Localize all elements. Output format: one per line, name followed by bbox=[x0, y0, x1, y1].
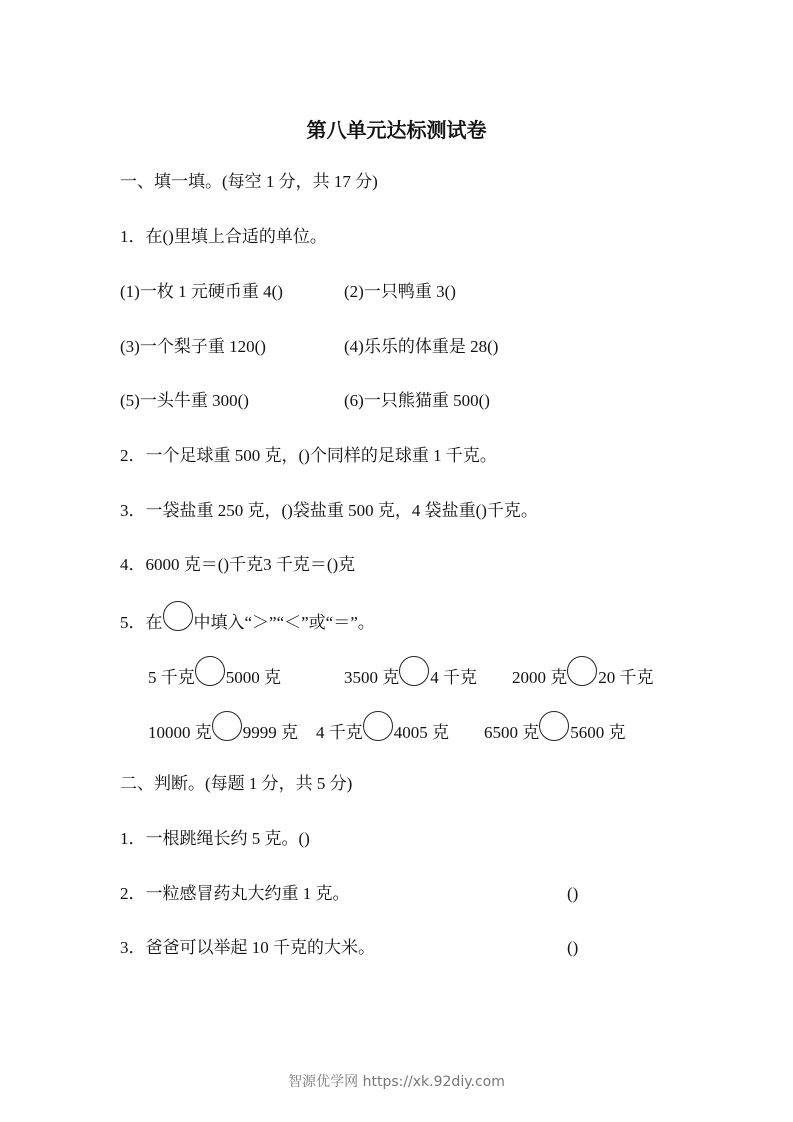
compare-circle-icon bbox=[163, 601, 193, 631]
compare-pair-5 bbox=[316, 723, 449, 743]
q1-item-4: (4)乐乐的体重是 28() bbox=[344, 337, 499, 356]
page-title: 第八单元达标测试卷 bbox=[306, 118, 487, 142]
pair-left: 5 千克 bbox=[148, 668, 195, 687]
pair-right: 5600 克 bbox=[570, 723, 626, 742]
compare-pair-1 bbox=[148, 668, 281, 688]
compare-pair-6 bbox=[484, 723, 626, 743]
pair-right: 9999 克 bbox=[242, 723, 298, 742]
q5-stem bbox=[120, 613, 375, 633]
q1-item-3: (3)一个梨子重 120() bbox=[120, 337, 266, 356]
answer-circle[interactable] bbox=[567, 656, 597, 686]
pair-left: 2000 克 bbox=[512, 668, 568, 687]
q1-item-2: (2)一只鸭重 3() bbox=[344, 282, 456, 301]
answer-circle[interactable] bbox=[363, 711, 393, 741]
q5-pre: 5．在 bbox=[120, 613, 163, 632]
q1-item-1: (1)一枚 1 元硬币重 4() bbox=[120, 282, 283, 301]
q1-stem: 1．在()里填上合适的单位。 bbox=[120, 227, 327, 246]
pair-left: 10000 克 bbox=[148, 723, 212, 742]
pair-left: 6500 克 bbox=[484, 723, 540, 742]
judge-item-1: 1．一根跳绳长约 5 克。() bbox=[120, 829, 310, 848]
pair-right: 4005 克 bbox=[393, 723, 449, 742]
footer-watermark: 智源优学网 https://xk.92diy.com bbox=[288, 1074, 505, 1090]
answer-circle[interactable] bbox=[399, 656, 429, 686]
pair-right: 5000 克 bbox=[225, 668, 281, 687]
pair-right: 20 千克 bbox=[598, 668, 654, 687]
compare-pair-2 bbox=[344, 668, 477, 688]
judge-blank-3[interactable]: () bbox=[567, 938, 579, 957]
q1-item-5: (5)一头牛重 300() bbox=[120, 391, 249, 410]
pair-left: 3500 克 bbox=[344, 668, 400, 687]
judge-item-2: 2．一粒感冒药丸大约重 1 克。 bbox=[120, 884, 350, 903]
q1-item-6: (6)一只熊猫重 500() bbox=[344, 391, 490, 410]
answer-circle[interactable] bbox=[195, 656, 225, 686]
q4: 4．6000 克＝()千克3 千克＝()克 bbox=[120, 555, 356, 574]
judge-blank-2[interactable]: () bbox=[567, 884, 579, 903]
compare-pair-3 bbox=[512, 668, 654, 688]
q2: 2．一个足球重 500 克，()个同样的足球重 1 千克。 bbox=[120, 446, 497, 465]
section1-heading: 一、填一填。(每空 1 分，共 17 分) bbox=[120, 172, 378, 191]
pair-left: 4 千克 bbox=[316, 723, 363, 742]
q3: 3．一袋盐重 250 克，()袋盐重 500 克，4 袋盐重()千克。 bbox=[120, 501, 538, 520]
q5-post: 中填入“＞”“＜”或“＝”。 bbox=[193, 613, 375, 632]
section2-heading: 二、判断。(每题 1 分，共 5 分) bbox=[120, 774, 353, 793]
answer-circle[interactable] bbox=[212, 711, 242, 741]
answer-circle[interactable] bbox=[539, 711, 569, 741]
compare-pair-4 bbox=[148, 723, 298, 743]
judge-item-3: 3．爸爸可以举起 10 千克的大米。 bbox=[120, 938, 375, 957]
pair-right: 4 千克 bbox=[430, 668, 477, 687]
